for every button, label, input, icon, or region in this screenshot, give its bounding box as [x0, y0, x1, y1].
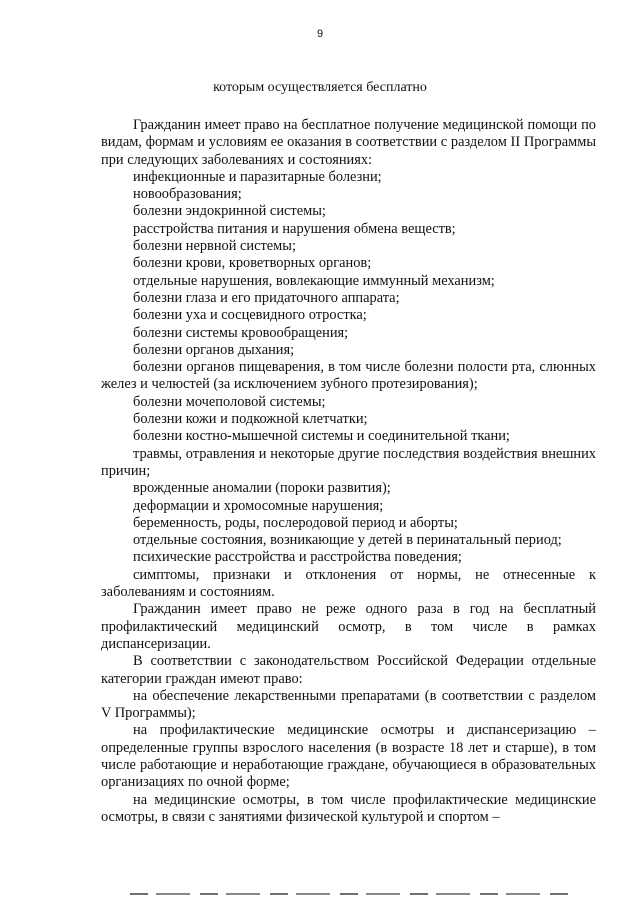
- list-item: психические расстройства и расстройства поведения;: [133, 549, 462, 566]
- law-paragraph: В соответствии с законодательством Российской Федерации отдельные категории граждан имеют право:: [101, 653, 596, 687]
- list-item: болезни крови, кроветворных органов;: [133, 255, 372, 272]
- list-item: болезни эндокринной системы;: [133, 203, 326, 220]
- list-item: болезни кожи и подкожной клетчатки;: [133, 411, 368, 428]
- page-number: 9: [316, 28, 324, 40]
- list-item: на обеспечение лекарственными препаратами (в соответствии с разделом V Программы);: [101, 687, 596, 722]
- list-item: на медицинские осмотры, в том числе профилактические медицинские осмотры, в связи с занятиями физической культурой и спортом –: [101, 791, 596, 825]
- list-item: расстройства питания и нарушения обмена веществ;: [133, 220, 456, 237]
- list-item: отдельные состояния, возникающие у детей в перинатальный период;: [133, 532, 562, 549]
- conditions-list: [101, 169, 596, 601]
- intro-paragraph: Гражданин имеет право на бесплатное получение медицинской помощи по видам, формам и условиям ее оказания в соответствии с разделом II Программы при следующих заболеваниях и состояниях:: [101, 117, 596, 168]
- section-heading: которым осуществляется бесплатно: [213, 80, 427, 95]
- checkup-paragraph: Гражданин имеет право не реже одного раза в год на бесплатный профилактический медицинский осмотр, в том числе в рамках диспансеризации.: [101, 601, 596, 652]
- list-item: болезни органов дыхания;: [133, 341, 295, 358]
- list-item: болезни нервной системы;: [133, 238, 296, 255]
- list-item: болезни органов пищеварения, в том числе болезни полости рта, слюнных желез и челюстей (за исключением зубного протезирования);: [101, 359, 596, 393]
- scan-artifact-line: [130, 893, 570, 895]
- list-item: отдельные нарушения, вовлекающие иммунный механизм;: [133, 272, 495, 289]
- rights-list: [101, 688, 596, 826]
- list-item: беременность, роды, послеродовой период и аборты;: [133, 514, 458, 531]
- list-item: болезни системы кровообращения;: [133, 324, 349, 341]
- list-item: на профилактические медицинские осмотры и диспансеризацию – определенные группы взрослого населения (в возрасте 18 лет и старше), в том числе работающие и неработающие граждане, обучающиеся в образовательных организациях по очной форме;: [101, 722, 596, 791]
- list-item: деформации и хромосомные нарушения;: [133, 497, 384, 514]
- list-item: болезни мочеполовой системы;: [133, 393, 326, 410]
- list-item: травмы, отравления и некоторые другие последствия воздействия внешних причин;: [101, 445, 596, 479]
- list-item: новообразования;: [133, 186, 242, 203]
- list-item: болезни уха и сосцевидного отростка;: [133, 307, 367, 324]
- list-item: болезни костно-мышечной системы и соединительной ткани;: [133, 428, 510, 445]
- list-item: врожденные аномалии (пороки развития);: [133, 480, 391, 497]
- list-item: инфекционные и паразитарные болезни;: [133, 168, 382, 185]
- document-body: [101, 117, 596, 826]
- list-item: болезни глаза и его придаточного аппарата;: [133, 289, 400, 306]
- list-item: симптомы, признаки и отклонения от нормы, не отнесенные к заболеваниям и состояниям.: [101, 566, 596, 601]
